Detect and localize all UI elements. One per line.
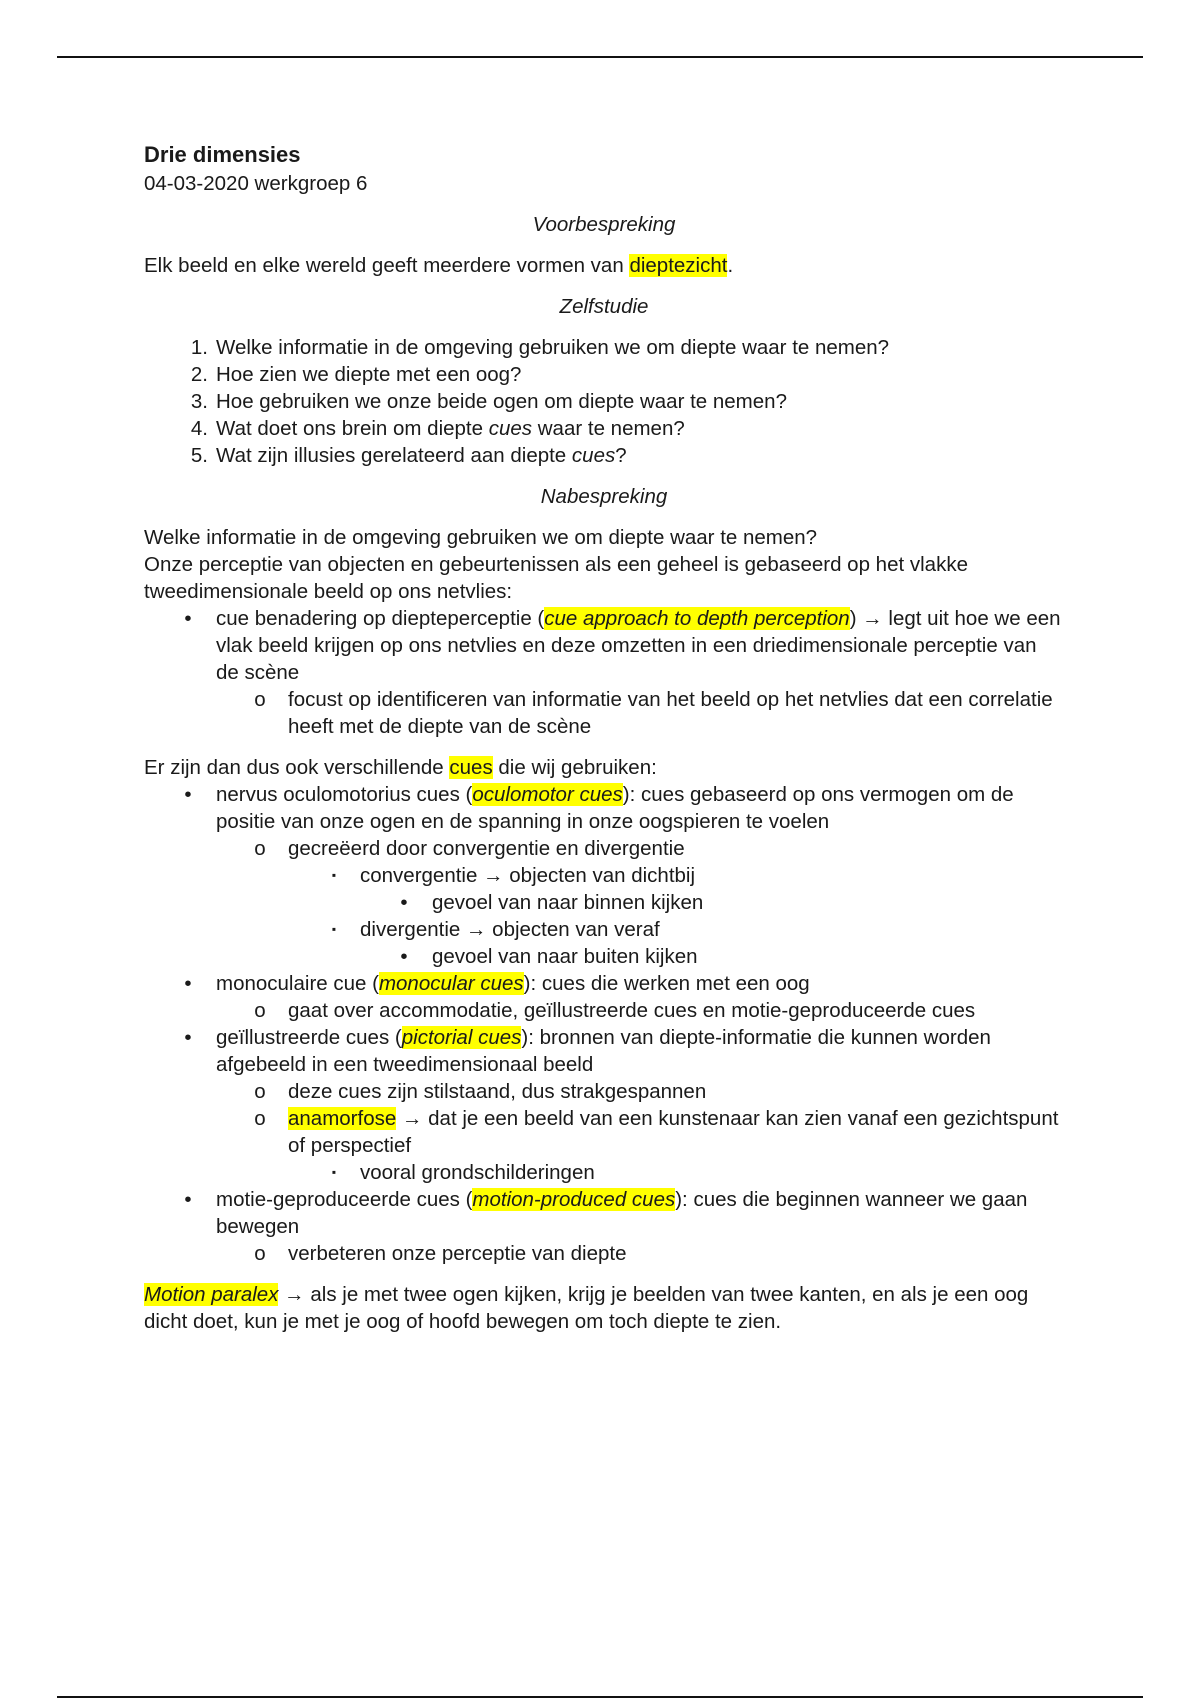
list-item-text: divergentie → objecten van veraf [360,918,660,941]
highlight-term: Motion paralex [144,1283,279,1306]
question-text: Hoe gebruiken we onze beide ogen om diepte waar te nemen? [216,390,787,413]
bullet-icon: • [400,891,408,914]
list-item-text: verbeteren onze perceptie van diepte [288,1242,627,1265]
bullet-icon: • [184,607,192,630]
final-paragraph [144,1281,1064,1335]
circle-bullet-icon: o [254,688,266,711]
question-list [144,334,1064,469]
list-item [184,970,1064,997]
list-item-text: gecreëerd door convergentie en divergentie [288,837,685,860]
list-item-text: monoculaire cue ( [216,972,379,995]
bullet-icon: • [184,1026,192,1049]
highlight-term: pictorial cues [401,1026,522,1049]
section-heading-voorbespreking: Voorbespreking [532,213,676,236]
list-item-text: cue benadering op diepteperceptie ( [216,607,545,630]
highlight-term: anamorfose [288,1107,397,1130]
nabespreking-paragraph: Onze perceptie van objecten en gebeurtenissen als een geheel is gebaseerd op het vlakke tweedimensionale beeld op ons netvlies: [144,553,968,603]
list-item-text-end: ): bronnen van diepte-informatie die kunnen worden afgebeeld in een tweedimensionaal beeld [216,1026,991,1076]
question-text-end: waar te nemen? [532,417,685,440]
bullet-icon: • [184,1188,192,1211]
bullet-icon: • [184,783,192,806]
list-item-text-end: ): cues die werken met een oog [523,972,810,995]
list-item [254,1240,1064,1267]
question-text-end: ? [615,444,627,467]
circle-bullet-icon: o [254,1242,266,1265]
bullet-list-depth-cues [144,605,1064,740]
question-number: 5. [190,444,208,467]
question-number: 1. [190,336,208,359]
question-text: Hoe zien we diepte met een oog? [216,363,522,386]
list-item [184,781,1064,835]
circle-bullet-icon: o [254,837,266,860]
highlight-term: monocular cues [378,972,524,995]
cues-text: Er zijn dan dus ook verschillende [144,756,450,779]
list-item [254,686,1064,740]
question-item [190,361,1064,388]
section-heading-nabespreking: Nabespreking [540,485,668,508]
highlight-term: cue approach to depth perception [544,607,850,630]
circle-bullet-icon: o [254,1107,266,1130]
list-item [331,916,1064,943]
list-item-text: geïllustreerde cues ( [216,1026,402,1049]
list-item-text-end: ) → legt uit hoe we een vlak beeld krijgen op ons netvlies en deze omzetten in een driedimensionale perceptie van de scène [216,607,1061,684]
list-item-text: focust op identificeren van informatie van het beeld op het netvlies dat een correlatie heeft met de diepte van de scène [288,688,1053,738]
list-item [254,1105,1064,1159]
document-title: Drie dimensies [144,142,301,167]
question-item [190,442,1064,469]
question-text: Wat zijn illusies gerelateerd aan diepte [216,444,572,467]
list-item [254,835,1064,862]
list-item [400,943,1064,970]
square-bullet-icon: ▪ [331,868,337,882]
cues-paragraph [144,754,1064,781]
circle-bullet-icon: o [254,1080,266,1103]
highlight-term: motion-produced cues [472,1188,676,1211]
list-item [254,997,1064,1024]
document-body [144,140,1064,1335]
intro-text-end: . [727,254,734,277]
list-item [184,1186,1064,1240]
question-item [190,388,1064,415]
intro-paragraph [144,252,1064,279]
question-number: 4. [190,417,208,440]
list-item-text: gevoel van naar binnen kijken [432,891,704,914]
footer-rule [57,1696,1143,1698]
list-item [331,862,1064,889]
list-item-text: motie-geproduceerde cues ( [216,1188,473,1211]
question-italic-term: cues [571,444,616,467]
list-item-text: vooral grondschilderingen [360,1161,595,1184]
highlight-term: oculomotor cues [472,783,623,806]
list-item [331,1159,1064,1186]
bullet-icon: • [184,972,192,995]
intro-text: Elk beeld en elke wereld geeft meerdere vormen van [144,254,630,277]
list-item-text: deze cues zijn stilstaand, dus strakgespannen [288,1080,707,1103]
header-rule [57,56,1143,58]
cues-text-end: die wij gebruiken: [492,756,657,779]
bullet-list-cue-types [144,781,1064,1267]
question-number: 3. [190,390,208,413]
question-item [190,415,1064,442]
question-text: Welke informatie in de omgeving gebruiken we om diepte waar te nemen? [216,336,890,359]
list-item-text-end: ): cues gebaseerd op ons vermogen om de positie van onze ogen en de spanning in onze oogspieren te voelen [216,783,1014,833]
list-item [400,889,1064,916]
list-item [184,605,1064,686]
document-meta: 04-03-2020 werkgroep 6 [144,172,368,195]
section-heading-zelfstudie: Zelfstudie [559,295,649,318]
highlight-term: cues [449,756,493,779]
question-text: Wat doet ons brein om diepte [216,417,489,440]
list-item-text-end: ): cues die beginnen wanneer we gaan bewegen [216,1188,1028,1238]
list-item-text: gevoel van naar buiten kijken [432,945,698,968]
square-bullet-icon: ▪ [331,1165,337,1179]
final-text: → als je met twee ogen kijken, krijg je beelden van twee kanten, en als je een oog dicht doet, kun je met je oog of hoofd bewegen om toch diepte te zien. [144,1283,1029,1333]
question-item [190,334,1064,361]
list-item [254,1078,1064,1105]
bullet-icon: • [400,945,408,968]
question-number: 2. [190,363,208,386]
square-bullet-icon: ▪ [331,922,337,936]
list-item-text: gaat over accommodatie, geïllustreerde cues en motie-geproduceerde cues [288,999,976,1022]
circle-bullet-icon: o [254,999,266,1022]
list-item [184,1024,1064,1078]
question-italic-term: cues [488,417,533,440]
highlight-term: dieptezicht [629,254,728,277]
list-item-text: convergentie → objecten van dichtbij [360,864,696,887]
nabespreking-question: Welke informatie in de omgeving gebruiken we om diepte waar te nemen? [144,526,818,549]
list-item-text-end: → dat je een beeld van een kunstenaar kan zien vanaf een gezichtspunt of perspectief [288,1107,1059,1157]
list-item-text: nervus oculomotorius cues ( [216,783,473,806]
